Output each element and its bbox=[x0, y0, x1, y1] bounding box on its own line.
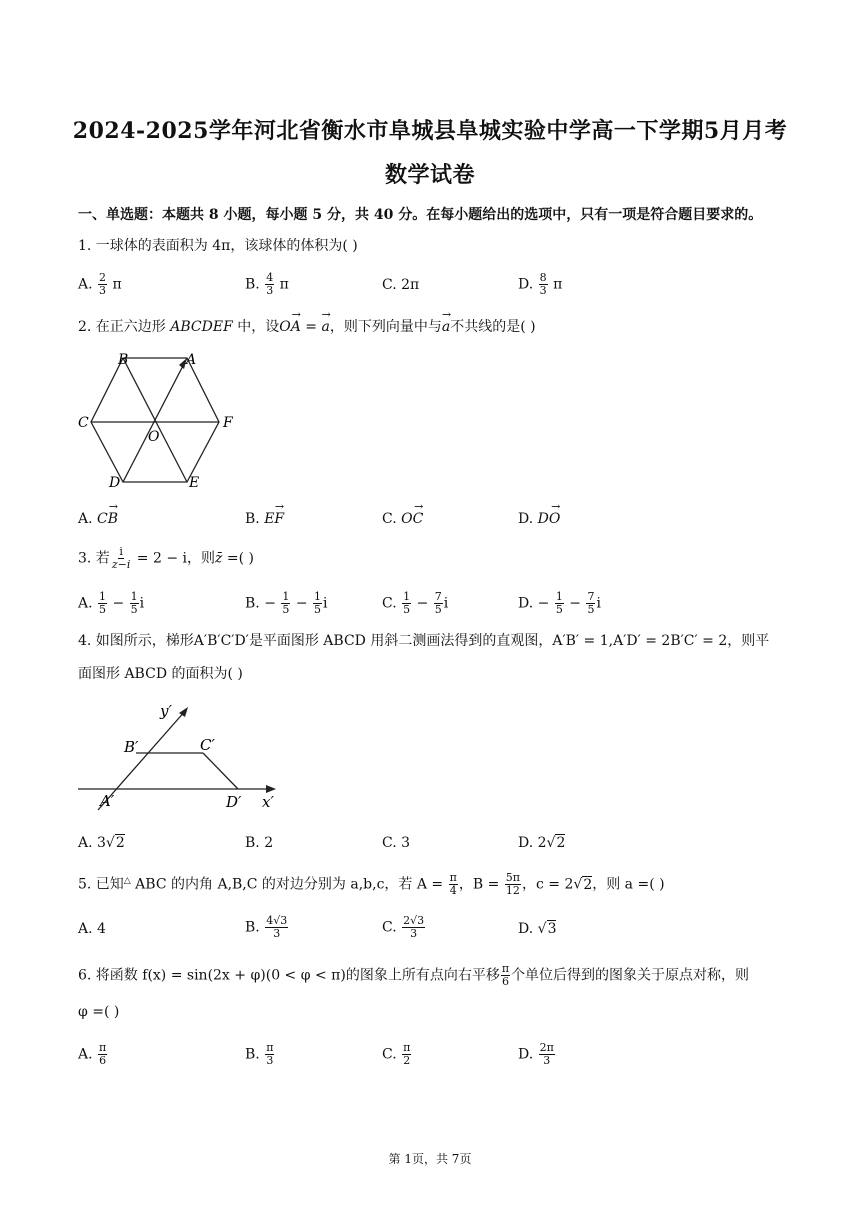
q4-option-d[interactable]: D. 2√2 bbox=[518, 835, 566, 851]
section-header: 一、单选题：本题共 8 小题，每小题 5 分，共 40 分。在每小题给出的选项中，只有一项是符合题目要求的。 bbox=[78, 207, 763, 223]
q2-option-b[interactable]: B. → EF bbox=[245, 507, 284, 528]
question-1-stem: 1. 一球体的表面积为 4π，该球体的体积为( ) bbox=[78, 238, 358, 254]
q5-option-d[interactable]: D. √3 bbox=[518, 921, 557, 937]
label-D-prime: D′ bbox=[226, 793, 242, 811]
q2-option-a[interactable]: A. → CB bbox=[78, 507, 118, 528]
q3-option-a[interactable]: A. $\frac{1}{5}$ − $\frac{1}{5}$ i bbox=[78, 590, 145, 616]
label-C-prime: C′ bbox=[200, 736, 215, 754]
label-D: D bbox=[109, 475, 121, 491]
q1-option-d[interactable]: D. $\frac{8}{3}$ π bbox=[518, 271, 563, 297]
q6-option-c[interactable]: C. $\frac{\pi}{2}$ bbox=[382, 1041, 411, 1067]
q3-option-c[interactable]: C. $\frac{1}{5}$ − $\frac{7}{5}$ i bbox=[382, 590, 449, 616]
q5-option-c[interactable]: C. $\frac{2√3}{3}$ bbox=[382, 914, 425, 940]
exam-subtitle: 数学试卷 bbox=[384, 162, 475, 188]
label-E: E bbox=[189, 475, 200, 491]
q5-option-a[interactable]: A. 4 bbox=[78, 921, 106, 937]
q3-option-d[interactable]: D. − $\frac{1}{5}$ − $\frac{7}{5}$ i bbox=[518, 590, 601, 616]
question-4-stem-line1: 4. 如图所示，梯形A′B′C′D′是平面图形 ABCD 用斜二测画法得到的直观图，A′B′ = 1,A′D′ = 2B′C′ = 2，则平 bbox=[78, 633, 770, 649]
label-x-axis: x′ bbox=[262, 793, 274, 811]
label-y-axis: y′ bbox=[160, 702, 172, 720]
q1-option-a[interactable]: A. $\frac{2}{3}$ π bbox=[78, 271, 122, 297]
question-6-stem-line1: 6. 将函数 f(x) = sin(2x + φ)(0 < φ < π)的图象上所有点向右平移 $\frac{\pi}{6}$ 个单位后得到的图象关于原点对称，则 bbox=[78, 962, 750, 988]
q4-option-a[interactable]: A. 3√2 bbox=[78, 835, 125, 851]
exam-title: 2024-2025学年河北省衡水市阜城县阜城实验中学高一下学期5月月考 bbox=[72, 118, 788, 144]
q4-option-c[interactable]: C. 3 bbox=[382, 835, 411, 851]
label-F: F bbox=[223, 415, 233, 431]
question-2-stem: 2. 在正六边形 ABCDEF 中，设→ OA = → a，则下列向量中与→ a不共线的是( ) bbox=[78, 315, 536, 336]
question-6-stem-line2: φ =( ) bbox=[78, 1004, 120, 1020]
label-A-prime: A′ bbox=[100, 792, 115, 810]
question-5-stem: 5. 已知△ ABC 的内角 A,B,C 的对边分别为 a,b,c，若 A = $\frac{\pi}{4}$ ，B = $\frac{5\pi}{12}$ ，c = 2√2，则 a =( ) bbox=[78, 871, 665, 897]
label-A: A bbox=[186, 352, 197, 368]
q1-option-c[interactable]: C. 2π bbox=[382, 277, 420, 293]
q6-option-b[interactable]: B. $\frac{\pi}{3}$ bbox=[245, 1041, 274, 1067]
q2-option-d[interactable]: D. → DO bbox=[518, 507, 560, 528]
q2-option-c[interactable]: C. → OC bbox=[382, 507, 423, 528]
hexagon-figure bbox=[76, 346, 246, 494]
label-O: O bbox=[148, 429, 160, 445]
label-C: C bbox=[78, 415, 89, 431]
q6-option-d[interactable]: D. $\frac{2\pi}{3}$ bbox=[518, 1041, 554, 1067]
label-B-prime: B′ bbox=[124, 738, 139, 756]
trapezoid-figure bbox=[76, 700, 286, 818]
q3-option-b[interactable]: B. − $\frac{1}{5}$ − $\frac{1}{5}$ i bbox=[245, 590, 328, 616]
q5-option-b[interactable]: B. $\frac{4√3}{3}$ bbox=[245, 914, 288, 940]
question-4-stem-line2: 面图形 ABCD 的面积为( ) bbox=[78, 666, 243, 682]
q1-option-b[interactable]: B. $\frac{4}{3}$ π bbox=[245, 271, 289, 297]
q4-option-b[interactable]: B. 2 bbox=[245, 835, 274, 851]
label-B: B bbox=[118, 352, 129, 368]
question-3-stem: 3. 若 $\frac{i}{z-i}$ = 2 − i，则z̄ =( ) bbox=[78, 545, 254, 571]
page-footer: 第 1页，共 7页 bbox=[388, 1152, 472, 1166]
q6-option-a[interactable]: A. $\frac{\pi}{6}$ bbox=[78, 1041, 107, 1067]
